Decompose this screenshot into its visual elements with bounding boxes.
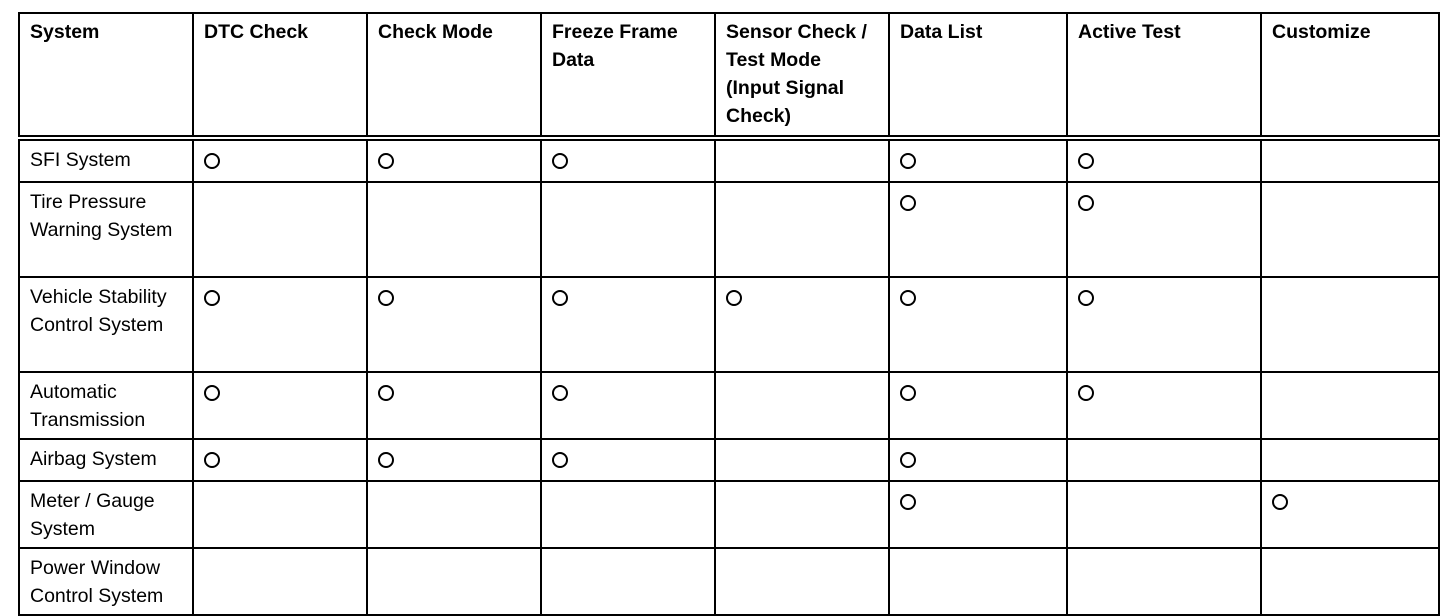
- supported-circle-icon: [1078, 385, 1094, 401]
- supported-circle-icon: [204, 385, 220, 401]
- function-cell: [193, 138, 367, 182]
- function-cell: [367, 277, 541, 372]
- function-cell: [367, 182, 541, 277]
- function-cell: [541, 277, 715, 372]
- supported-circle-icon: [204, 153, 220, 169]
- function-cell: [715, 138, 889, 182]
- function-cell: [715, 372, 889, 439]
- supported-circle-icon: [1078, 195, 1094, 211]
- function-cell: [1067, 548, 1261, 615]
- function-cell: [193, 277, 367, 372]
- table-row: [19, 548, 1439, 615]
- supported-circle-icon: [1078, 153, 1094, 169]
- function-cell: [889, 481, 1067, 548]
- function-cell: [1067, 277, 1261, 372]
- function-cell: [1261, 182, 1439, 277]
- function-cell: [541, 481, 715, 548]
- function-cell: [1067, 439, 1261, 481]
- supported-circle-icon: [204, 452, 220, 468]
- function-cell: [715, 439, 889, 481]
- function-cell: [367, 548, 541, 615]
- header-active-test: Active Test: [1067, 13, 1261, 138]
- supported-circle-icon: [552, 452, 568, 468]
- supported-circle-icon: [378, 153, 394, 169]
- supported-circle-icon: [204, 290, 220, 306]
- supported-circle-icon: [552, 290, 568, 306]
- function-cell: [1261, 138, 1439, 182]
- supported-circle-icon: [378, 452, 394, 468]
- system-name-cell: Meter / Gauge System: [19, 481, 193, 548]
- function-cell: [541, 372, 715, 439]
- function-cell: [1261, 372, 1439, 439]
- function-cell: [715, 481, 889, 548]
- supported-circle-icon: [900, 452, 916, 468]
- function-cell: [193, 372, 367, 439]
- header-check-mode: Check Mode: [367, 13, 541, 138]
- table-row: [19, 182, 1439, 277]
- system-name-cell: Tire Pressure Warning System: [19, 182, 193, 277]
- function-cell: [367, 372, 541, 439]
- function-cell: [541, 182, 715, 277]
- supported-circle-icon: [900, 385, 916, 401]
- supported-circle-icon: [900, 494, 916, 510]
- function-cell: [541, 548, 715, 615]
- system-name-cell: Power Window Control System: [19, 548, 193, 615]
- system-name-cell: Airbag System: [19, 439, 193, 481]
- function-cell: [1067, 481, 1261, 548]
- header-customize: Customize: [1261, 13, 1439, 138]
- function-cell: [1261, 548, 1439, 615]
- function-cell: [889, 439, 1067, 481]
- header-sensor-check: Sensor Check / Test Mode (Input Signal Check): [715, 13, 889, 138]
- function-cell: [889, 277, 1067, 372]
- function-cell: [715, 277, 889, 372]
- header-data-list: Data List: [889, 13, 1067, 138]
- supported-circle-icon: [1272, 494, 1288, 510]
- function-cell: [889, 138, 1067, 182]
- function-cell: [367, 439, 541, 481]
- function-cell: [541, 138, 715, 182]
- system-name-cell: Automatic Transmission: [19, 372, 193, 439]
- function-cell: [1261, 439, 1439, 481]
- system-name-cell: SFI System: [19, 138, 193, 182]
- supported-circle-icon: [552, 153, 568, 169]
- header-freeze-frame-data: Freeze Frame Data: [541, 13, 715, 138]
- function-cell: [889, 182, 1067, 277]
- function-cell: [1261, 481, 1439, 548]
- function-cell: [193, 481, 367, 548]
- supported-circle-icon: [900, 290, 916, 306]
- header-row: [19, 13, 1439, 138]
- supported-circle-icon: [900, 153, 916, 169]
- function-cell: [715, 548, 889, 615]
- table-row: [19, 277, 1439, 372]
- function-cell: [193, 439, 367, 481]
- function-cell: [889, 372, 1067, 439]
- supported-circle-icon: [378, 290, 394, 306]
- header-system: System: [19, 13, 193, 138]
- function-cell: [1067, 138, 1261, 182]
- table-row: [19, 138, 1439, 182]
- table-row: [19, 481, 1439, 548]
- supported-circle-icon: [726, 290, 742, 306]
- table-row: [19, 439, 1439, 481]
- function-cell: [889, 548, 1067, 615]
- function-cell: [1067, 182, 1261, 277]
- function-cell: [367, 481, 541, 548]
- header-dtc-check: DTC Check: [193, 13, 367, 138]
- diagnostic-function-table-container: [18, 12, 1440, 616]
- table-row: [19, 372, 1439, 439]
- function-cell: [193, 548, 367, 615]
- supported-circle-icon: [1078, 290, 1094, 306]
- supported-circle-icon: [552, 385, 568, 401]
- function-cell: [193, 182, 367, 277]
- system-name-cell: Vehicle Stability Control System: [19, 277, 193, 372]
- supported-circle-icon: [378, 385, 394, 401]
- function-cell: [1067, 372, 1261, 439]
- function-cell: [1261, 277, 1439, 372]
- function-cell: [541, 439, 715, 481]
- function-cell: [715, 182, 889, 277]
- supported-circle-icon: [900, 195, 916, 211]
- function-cell: [367, 138, 541, 182]
- diagnostic-function-table: [18, 12, 1440, 616]
